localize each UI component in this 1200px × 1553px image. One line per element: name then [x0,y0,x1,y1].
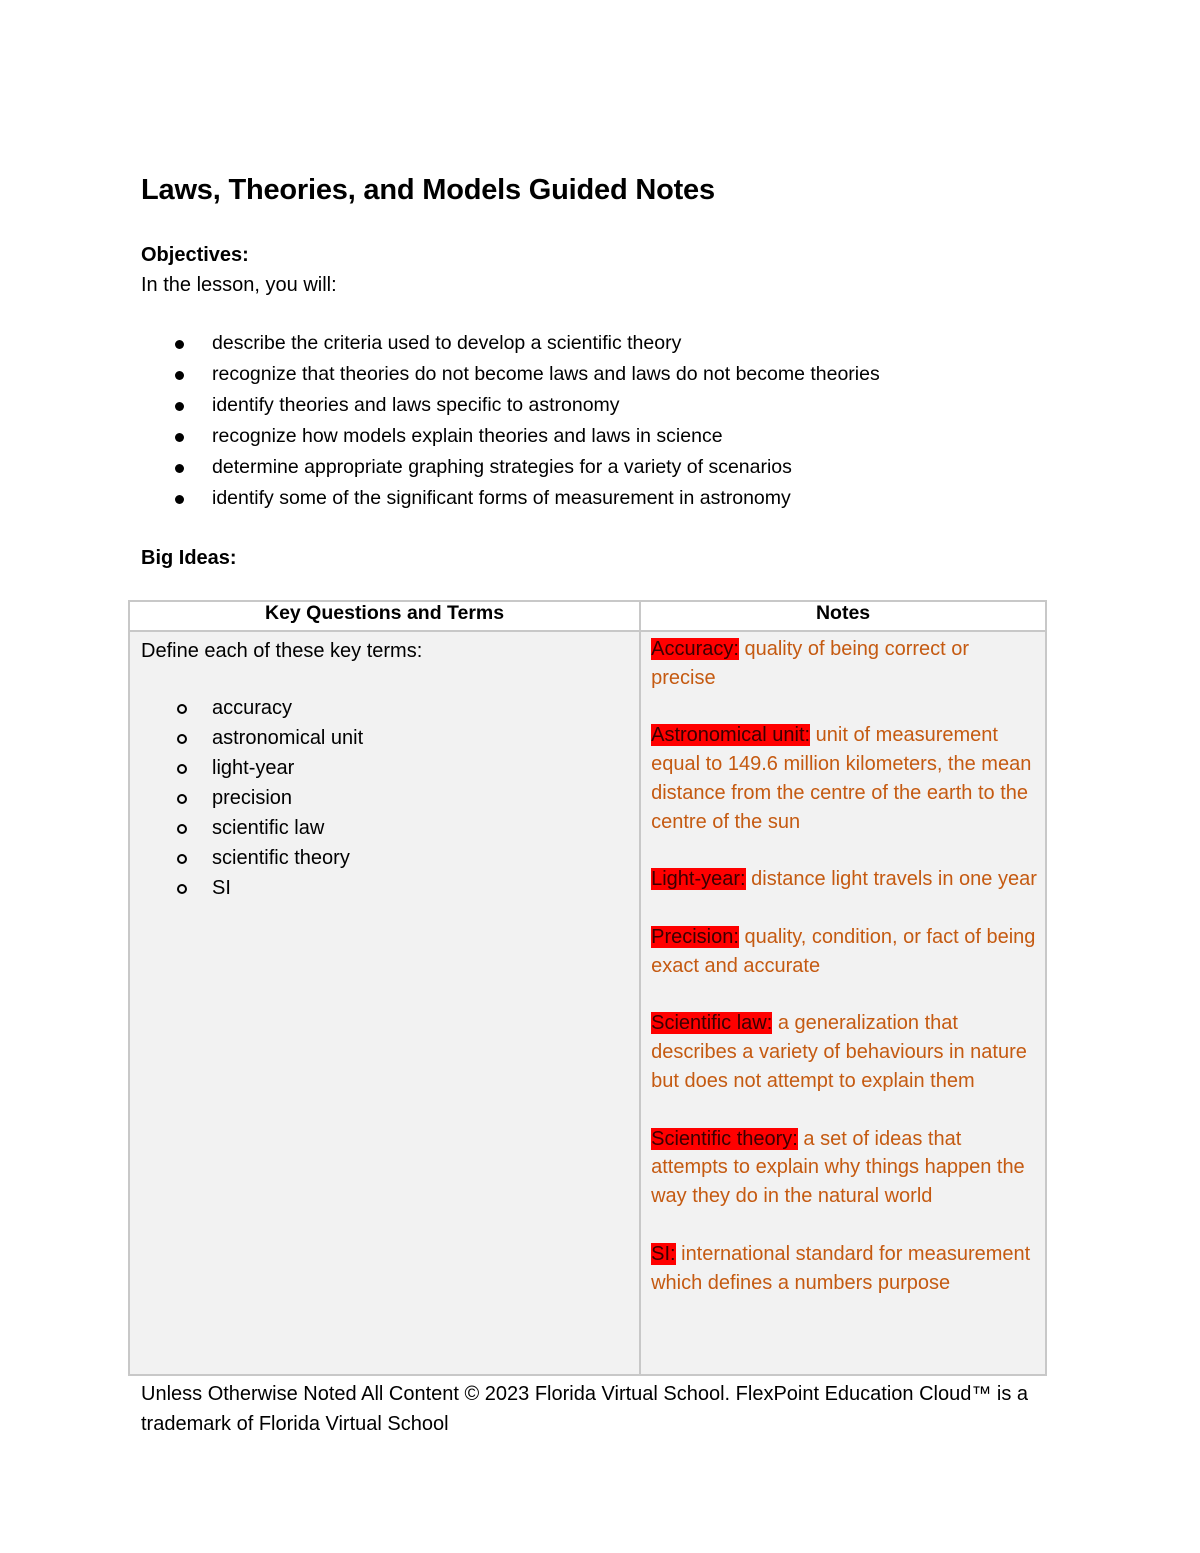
objectives-list [141,328,880,514]
define-label: Define each of these key terms: [141,640,423,662]
term-highlight: Light-year: [651,868,746,891]
key-terms-cell [129,631,640,1375]
term-highlight: Precision: [651,925,739,948]
notes-cell [640,631,1046,1375]
circle-bullet-icon [177,854,187,864]
key-terms-list [141,693,639,903]
definition-accuracy: Accuracy: quality of being correct or precise [651,638,970,689]
key-term-item: astronomical unit [141,723,639,753]
circle-bullet-icon [177,704,187,714]
objective-item: identify some of the significant forms of measurement in astronomy [141,483,880,514]
definition-scientific-law: Scientific law: a generalization that describes a variety of behaviours in nature but does not attempt to explain them [651,1012,1027,1092]
key-term-item: light-year [141,753,639,783]
objectives-heading: Objectives: [141,244,249,266]
term-highlight: Scientific theory: [651,1127,798,1150]
objective-item: determine appropriate graphing strategies for a variety of scenarios [141,452,880,483]
column-header-questions: Key Questions and Terms [129,601,640,631]
objective-item: identify theories and laws specific to astronomy [141,390,880,421]
bullet-icon [175,371,184,380]
term-highlight: Astronomical unit: [651,724,811,747]
definition-precision: Precision: quality, condition, or fact of being exact and accurate [651,925,1036,977]
copyright-footer: Unless Otherwise Noted All Content © 2023 Florida Virtual School. FlexPoint Education Cloud™ is a trademark of Florida Virtual School [141,1383,1029,1435]
page-title: Laws, Theories, and Models Guided Notes [141,174,715,206]
circle-bullet-icon [177,884,187,894]
key-term-item: scientific law [141,813,639,843]
table-header-row [129,601,1046,631]
objective-item: recognize how models explain theories and laws in science [141,421,880,452]
bullet-icon [175,433,184,442]
column-header-notes: Notes [640,601,1046,631]
bullet-icon [175,464,184,473]
circle-bullet-icon [177,764,187,774]
objectives-intro: In the lesson, you will: [141,274,337,296]
table-row [129,631,1046,1375]
big-ideas-heading: Big Ideas: [141,547,237,569]
notes-table [128,600,1047,1376]
key-term-item: SI [141,873,639,903]
key-term-item: accuracy [141,693,639,723]
term-highlight: SI: [651,1242,676,1265]
key-term-item: precision [141,783,639,813]
definition-light-year: Light-year: distance light travels in one year [651,868,1037,891]
bullet-icon [175,340,184,349]
circle-bullet-icon [177,794,187,804]
term-highlight: Scientific law: [651,1012,773,1035]
bullet-icon [175,402,184,411]
key-term-item: scientific theory [141,843,639,873]
definition-scientific-theory: Scientific theory: a set of ideas that attempts to explain why things happen the way they do in the natural world [651,1127,1025,1208]
definition-astronomical-unit: Astronomical unit: unit of measurement equal to 149.6 million kilometers, the mean distance from the centre of the earth to the centre of the sun [651,724,1032,833]
term-highlight: Accuracy: [651,638,739,660]
circle-bullet-icon [177,824,187,834]
bullet-icon [175,495,184,504]
circle-bullet-icon [177,734,187,744]
objective-item: describe the criteria used to develop a scientific theory [141,328,880,359]
objective-item: recognize that theories do not become laws and laws do not become theories [141,359,880,390]
definition-si: SI: international standard for measurement which defines a numbers purpose [651,1242,1031,1294]
